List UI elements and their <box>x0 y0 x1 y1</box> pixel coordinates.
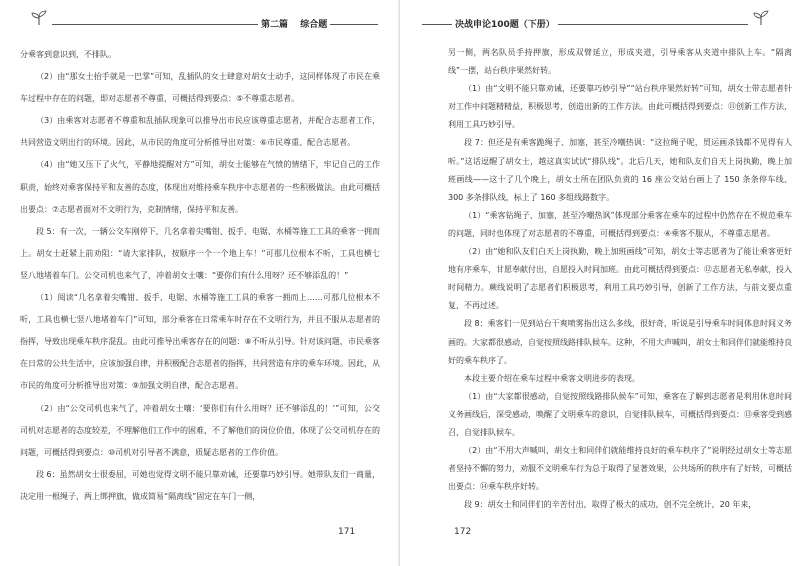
paragraph: （1）阅读“几名拿着尖嘴钳、扳手、电锯、水桶等施工工具的乘客一拥而上……可那几位根本不听，工具也横七竖八地堵着车门”可知，部分乘客在日常乘车时存在不文明行为，并且不服从志愿者的指挥，导致出现乘车秩序混乱。由此可推导出乘客存在的问题：⑧不听从引导。针对该问题，市民乘客在日常的公共生活中，应该加强自律，并积极配合志愿者的指挥，共同营造有序的乘车环境。因此，从市民的角度可分析推导出对策：⑨加强文明自律，配合志愿者。 <box>20 293 380 391</box>
paragraph: （1）由“文明不能只靠劝诫，还要靠巧妙引导”“站台秩序果然好转”可知，胡女士带志愿者针对工作中问题精精益，积极思考，创造出新的工作方法。由此可概括得到要点：⑪创新工作方法，利用工具巧妙引导。 <box>448 84 792 130</box>
paragraph: 本段主要介绍在乘车过程中乘客文明进步的表现。 <box>464 373 640 383</box>
paragraph: 段 8：乘客们一见到站台干爽喷雾指出这么多线，很好奇，听说是引导乘车时间体息时间义务画的。大家都很感动，自觉按照线路排队候车。这种，不用大声喊叫，胡女士和同伴们就能维持良好的乘车秩序了。 <box>448 319 792 365</box>
paragraph: 段 9：胡女士和同伴们的辛苦付出，取得了极大的成功，创不完全统计，20 年来， <box>464 500 757 510</box>
header-part: 第二篇 <box>261 20 289 30</box>
header-section: 综合题 <box>300 20 328 30</box>
page-number: 172 <box>454 527 472 537</box>
paragraph: 段 5：有一次，一辆公交车刚停下，几名拿着尖嘴钳、扳手、电锯、水桶等施工工具的乘客一拥而上。胡女士赶紧上前劝阻：“请大家排队，按顺序一个一个地上车！”可那几位根本不听，工具也横七竖八地堵着车门。公交司机也来气了，冲着胡女士嚷：“要你们有什么用呀？还不够添乱的！” <box>20 226 380 280</box>
paragraph: （1）“乘客钻绳子、加塞，甚至冷嘲热讽”体现部分乘客在乘车的过程中仍然存在不规范乘车的问题，同时也体现了对志愿者的不尊重，可概括得到要点：④乘客不服从，不尊重志愿者。 <box>448 210 792 238</box>
left-page-body <box>20 44 380 508</box>
paragraph: （1）由“大家都很感动，自觉按照线路排队候车”可知，乘客在了解到志愿者是利用休息时间义务画线后，深受感动，唤醒了文明乘车的意识，自觉排队候车，可概括得到要点：⑬乘客受到感召，自觉排队候车。 <box>448 391 792 437</box>
paragraph: （2）由“不用大声喊叫，胡女士和同伴们就能维持良好的乘车秩序了”说明经过胡女士等志愿者坚持不懈的努力，劝服不文明乘车行为总于取得了显著效果，公共场所的秩序有了好转，可概括出要点：⑭乘车秩序好转。 <box>448 446 792 492</box>
paragraph: 分乘客到意识到，不排队。 <box>20 50 116 59</box>
left-page-header <box>30 6 378 32</box>
sprout-ornament-icon <box>30 10 48 26</box>
right-page-header <box>422 6 770 32</box>
paragraph: 另一侧，两名队员手持押旗，形成双臂延立，形成夹道，引导乘客从夹道中排队上车。“隔离线”一摆，站台秩序果然好转。 <box>448 48 792 76</box>
header-part-label <box>258 17 330 30</box>
paragraph: （2）由“公交司机也来气了，冲着胡女士嚷：‘要你们有什么用呀？还不够添乱的！’”可知，公交司机对志愿者的态度较差，不理解他们工作中的困难，不了解他们的岗位价值，体现了公交司机存在的问题，可概括得到要点：⑩司机对引导者不满意，质疑志愿者的工作价值。 <box>20 403 380 457</box>
page-number: 171 <box>338 527 356 537</box>
paragraph: （2）由“那女士抬手就是一巴掌”可知，乱插队的女士肆意对胡女士动手，这同样体现了市民在乘车过程中存在的问题，即对志愿者不尊重，可概括得到要点：⑤不尊重志愿者。 <box>20 72 380 104</box>
sprout-ornament-icon <box>752 10 770 26</box>
right-page-body <box>448 44 792 514</box>
paragraph: （2）由“她和队友们白天上岗执勤，晚上加班画线”可知，胡女士等志愿者为了能让乘客更好地有序乘车，甘愿奉献付出，自愿投入时间加班。由此可概括得到要点：⑫志愿者无私奉献，投入时间精力。蕨线说明了志愿者们积极思考，利用工具巧妙引导，创新了工作方法，与前文要点重复，不再过述。 <box>448 247 792 311</box>
paragraph: （3）由乘客对志愿者不尊重和乱插队现象可以推导出市民应该尊重志愿者，并配合志愿者工作，共同营造文明出行的环境。因此，从市民的角度可分析推导出对策：⑥市民尊重、配合志愿者。 <box>20 116 380 148</box>
paragraph: 段 7：但还是有乘客跪绳子、加塞，甚至冷嘲热讽：“这拉绳子呢，贸运画杀钱都不见得有人听。”这话逗醒了胡女士，越这真实试试“排队线”。北后几天，她和队友们自天上岗执勤，晚上加班画线——这十了几个晚上，胡女士所在团队负责的 16 座公交站台画上了 150 条条停车线、300 多条排队线，标上了 160 多组线路数字。 <box>448 138 792 202</box>
header-title: 决战申论100题（下册） <box>452 17 558 30</box>
paragraph: （4）由“她又压下了火气，平静地提醒对方”可知，胡女士能够在气愤的情绪下，牢记自己的工作职责，始终对乘客保持平和友善的态度，体现出对维持乘车秩序中志愿者的一些积极做法。由此可概括出要点：⑦志愿者面对不文明行为，克制情绪，保持平和友善。 <box>20 160 380 214</box>
paragraph: 段 6：虽然胡女士很委屈，可她也觉得文明不能只靠劝诫，还要靠巧妙引导。她带队友们一商量，决定用一根绳子，两上绑押旗，做成简易“隔离线”固定在车门一侧， <box>20 469 380 501</box>
